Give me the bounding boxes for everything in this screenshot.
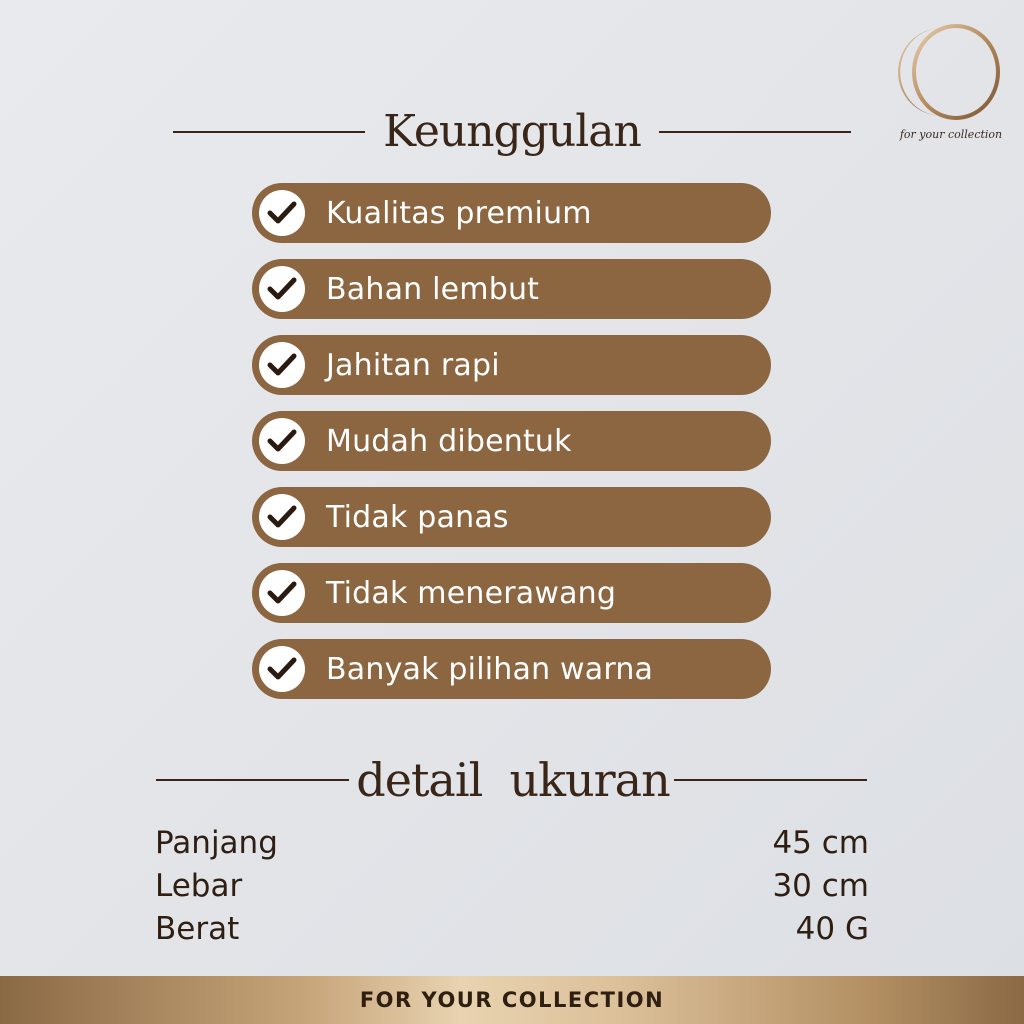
feature-label: Mudah dibentuk	[326, 423, 572, 459]
footer-banner	[0, 976, 1024, 1024]
feature-pill	[252, 639, 771, 699]
feature-label: Tidak panas	[326, 499, 509, 535]
feature-label: Banyak pilihan warna	[326, 651, 654, 687]
feature-pill	[252, 563, 771, 623]
size-value: 45 cm	[772, 825, 869, 861]
feature-label: Kualitas premium	[326, 195, 592, 231]
heading-divider-left	[156, 779, 349, 781]
size-details-table	[155, 822, 869, 951]
check-icon	[259, 342, 305, 388]
size-label: Panjang	[155, 825, 278, 861]
size-label: Berat	[155, 911, 240, 947]
size-value: 30 cm	[772, 868, 869, 904]
size-row	[155, 822, 869, 865]
features-list	[252, 183, 771, 715]
feature-pill	[252, 411, 771, 471]
feature-label: Bahan lembut	[326, 271, 540, 307]
size-label: Lebar	[155, 868, 243, 904]
feature-pill	[252, 183, 771, 243]
check-icon	[259, 646, 305, 692]
footer-text: FOR YOUR COLLECTION	[359, 988, 665, 1012]
check-icon	[259, 570, 305, 616]
feature-pill	[252, 487, 771, 547]
logo-tagline: for your collection	[899, 128, 1003, 141]
size-value: 40 G	[795, 911, 869, 947]
features-heading-row	[0, 102, 1024, 162]
heading-divider-right	[659, 131, 851, 133]
feature-pill	[252, 335, 771, 395]
size-heading-row	[0, 750, 1024, 810]
check-icon	[259, 190, 305, 236]
heading-divider-right	[674, 779, 867, 781]
feature-label: Jahitan rapi	[326, 347, 500, 383]
heading-divider-left	[173, 131, 365, 133]
size-title: detail ukuran	[356, 753, 670, 807]
feature-label: Tidak menerawang	[326, 575, 617, 611]
size-row	[155, 908, 869, 951]
check-icon	[259, 266, 305, 312]
check-icon	[259, 494, 305, 540]
check-icon	[259, 418, 305, 464]
features-title: Keunggulan	[383, 106, 641, 157]
feature-pill	[252, 259, 771, 319]
size-row	[155, 865, 869, 908]
